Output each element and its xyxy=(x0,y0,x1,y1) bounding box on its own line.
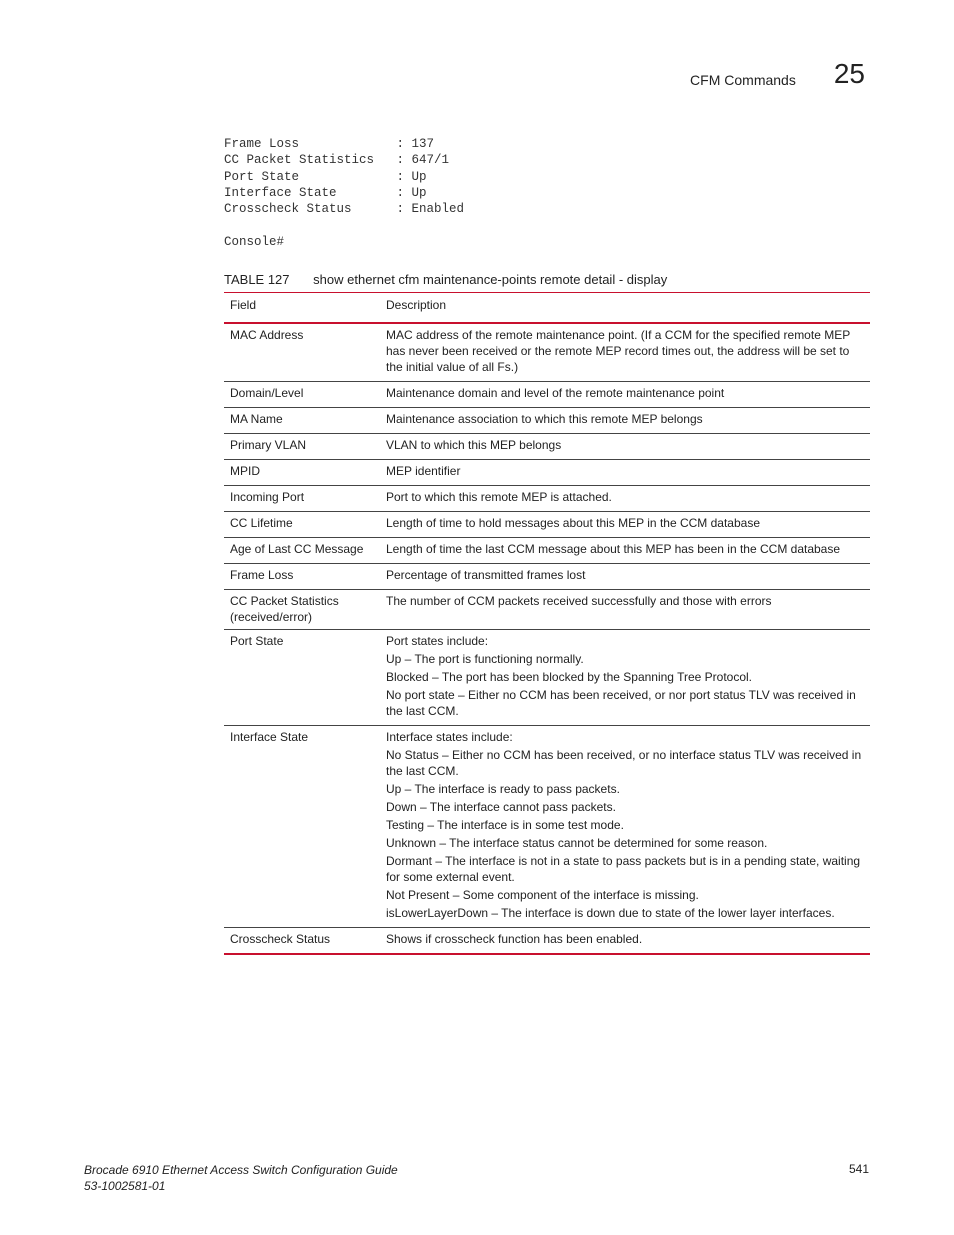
description-line: Down – The interface cannot pass packets. xyxy=(386,800,616,814)
description-cell xyxy=(380,726,870,928)
field-cell: Frame Loss xyxy=(224,564,380,590)
description-cell xyxy=(380,928,870,955)
console-line: Crosscheck Status : Enabled xyxy=(224,202,465,217)
field-cell: MA Name xyxy=(224,408,380,434)
description-line: isLowerLayerDown – The interface is down due to state of the lower layer interfaces. xyxy=(386,906,835,920)
field-cell: Interface State xyxy=(224,726,380,928)
table-header-row xyxy=(224,293,870,324)
description-line: MAC address of the remote maintenance point. (If a CCM for the specified remote MEP has never been received or the remote MEP record times out, the address will be set to the initial value of all Fs.) xyxy=(386,328,850,374)
table-row xyxy=(224,460,870,486)
description-line: Shows if crosscheck function has been enabled. xyxy=(386,932,643,946)
description-line: Not Present – Some component of the interface is missing. xyxy=(386,888,699,902)
description-line: Percentage of transmitted frames lost xyxy=(386,568,586,582)
description-line: Blocked – The port has been blocked by the Spanning Tree Protocol. xyxy=(386,670,753,684)
description-line: Length of time to hold messages about this MEP in the CCM database xyxy=(386,516,760,530)
field-cell: MPID xyxy=(224,460,380,486)
table-row xyxy=(224,630,870,726)
table-caption xyxy=(224,272,667,287)
description-cell xyxy=(380,434,870,460)
description-line: Interface states include: xyxy=(386,730,513,744)
description-line: Up – The port is functioning normally. xyxy=(386,652,584,666)
table-row xyxy=(224,382,870,408)
console-line: Port State : Up xyxy=(224,169,427,184)
document-id: 53-1002581-01 xyxy=(84,1179,166,1193)
description-line: No port state – Either no CCM has been received, or nor port status TLV was received in the last CCM. xyxy=(386,688,856,718)
description-line: Up – The interface is ready to pass packets. xyxy=(386,782,620,796)
description-line: Length of time the last CCM message about this MEP has been in the CCM database xyxy=(386,542,841,556)
table-row xyxy=(224,323,870,382)
description-line: Maintenance association to which this remote MEP belongs xyxy=(386,412,703,426)
chapter-number: 25 xyxy=(833,58,865,89)
field-cell: CC Lifetime xyxy=(224,512,380,538)
column-header-description: Description xyxy=(386,298,447,312)
console-line: Frame Loss : 137 xyxy=(224,137,435,151)
field-cell: Primary VLAN xyxy=(224,434,380,460)
field-cell: MAC Address xyxy=(224,323,380,382)
description-cell xyxy=(380,564,870,590)
description-line: VLAN to which this MEP belongs xyxy=(386,438,562,452)
description-line: Maintenance domain and level of the remote maintenance point xyxy=(386,386,725,400)
table-row xyxy=(224,564,870,590)
console-line: Interface State : Up xyxy=(224,185,427,200)
description-line: Testing – The interface is in some test mode. xyxy=(386,818,624,832)
field-cell: CC Packet Statistics (received/error) xyxy=(224,590,380,630)
description-cell xyxy=(380,538,870,564)
description-cell xyxy=(380,323,870,382)
page-number: 541 xyxy=(848,1162,869,1176)
console-output xyxy=(224,136,464,250)
page-header xyxy=(690,58,865,90)
description-cell xyxy=(380,630,870,726)
console-line: CC Packet Statistics : 647/1 xyxy=(224,153,450,168)
description-line: The number of CCM packets received successfully and those with errors xyxy=(386,594,772,608)
description-cell xyxy=(380,590,870,630)
field-cell: Crosscheck Status xyxy=(224,928,380,955)
table-row xyxy=(224,512,870,538)
description-line: Unknown – The interface status cannot be determined for some reason. xyxy=(386,836,768,850)
table-row xyxy=(224,538,870,564)
description-line: Port states include: xyxy=(386,634,489,648)
description-cell xyxy=(380,486,870,512)
console-line: Console# xyxy=(224,234,285,249)
field-cell: Port State xyxy=(224,630,380,726)
description-line: Port to which this remote MEP is attached. xyxy=(386,490,612,504)
description-line: Dormant – The interface is not in a state to pass packets but is in a pending state, waiting for some external event. xyxy=(386,854,861,884)
column-header-field: Field xyxy=(230,298,257,312)
page-footer xyxy=(84,1162,398,1194)
table-row xyxy=(224,726,870,928)
description-line: No Status – Either no CCM has been received, or no interface status TLV was received in the last CCM. xyxy=(386,748,862,778)
table-row xyxy=(224,590,870,630)
description-cell xyxy=(380,512,870,538)
document-title: Brocade 6910 Ethernet Access Switch Configuration Guide xyxy=(84,1163,398,1177)
field-cell: Domain/Level xyxy=(224,382,380,408)
description-cell xyxy=(380,382,870,408)
table-row xyxy=(224,486,870,512)
section-title: CFM Commands xyxy=(690,72,796,88)
field-cell: Age of Last CC Message xyxy=(224,538,380,564)
table-label: TABLE 127 xyxy=(224,272,290,287)
table-row xyxy=(224,434,870,460)
table-row xyxy=(224,928,870,955)
table-row xyxy=(224,408,870,434)
field-description-table xyxy=(224,292,870,955)
table-title: show ethernet cfm maintenance-points remote detail - display xyxy=(313,272,668,287)
description-cell xyxy=(380,408,870,434)
field-cell: Incoming Port xyxy=(224,486,380,512)
description-cell xyxy=(380,460,870,486)
description-line: MEP identifier xyxy=(386,464,461,478)
